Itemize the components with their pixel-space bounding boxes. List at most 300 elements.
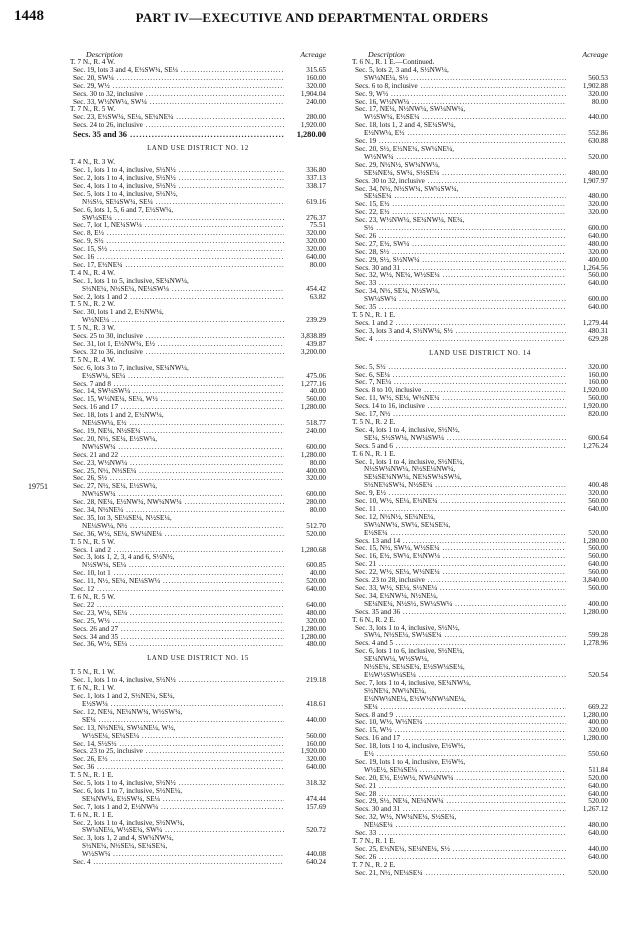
- description-text: T. 5 N., R. 2 E.: [352, 418, 396, 426]
- column-header: [70, 50, 326, 59]
- description-text: Secs. 16 and 17 .....: [70, 404, 284, 412]
- description-text: Sec. 17, E½NE¼ .....: [70, 262, 284, 270]
- description-text: NE¼SW¼, E½ .....: [70, 420, 284, 428]
- description-text: T. 5 N., R. 2 W.: [70, 301, 115, 309]
- acreage-value: 560.00: [284, 396, 326, 404]
- description-text: Sec. 36 .....: [70, 764, 284, 772]
- acreage-value: 3,200.00: [284, 349, 326, 357]
- description-text: T. 7 N., R. 4 W.: [70, 59, 115, 66]
- section-row: [70, 827, 326, 835]
- description-text: S½NE¼SW¼, N½SE¼ .....: [352, 482, 566, 490]
- acreage-value: 480.00: [284, 610, 326, 618]
- description-text: W½NW¼ .....: [352, 154, 566, 162]
- section-row: [352, 154, 608, 162]
- acreage-value: 219.18: [284, 677, 326, 685]
- section-row: [70, 130, 326, 139]
- description-text: Sec. 5, lots 1 to 4, inclusive, S½N½ .....: [70, 780, 284, 788]
- township-row: [352, 862, 608, 870]
- margin-note: 19751: [28, 482, 48, 492]
- acreage-value: 520.00: [566, 775, 608, 783]
- description-text: Sec. 29, W½ .....: [70, 83, 284, 91]
- section-row: [352, 545, 608, 553]
- section-row: [352, 751, 608, 759]
- acreage-value: 560.00: [284, 733, 326, 741]
- description-text: Sec. 34, N½NE¼ .....: [70, 507, 284, 515]
- acreage-value: 1,280.00: [566, 538, 608, 546]
- section-row: [70, 199, 326, 207]
- description-text: Sec. 8, E½ .....: [70, 230, 284, 238]
- section-row: [352, 783, 608, 791]
- acreage-value: 1,920.00: [566, 387, 608, 395]
- township-row: [352, 617, 608, 625]
- description-text: Sec. 9, W½ .....: [352, 91, 566, 99]
- section-row: [352, 538, 608, 546]
- section-row: [70, 294, 326, 302]
- section-row: [352, 241, 608, 249]
- description-text: Sec. 10, lot 1 .....: [70, 570, 284, 578]
- section-row: [352, 106, 608, 114]
- acreage-value: 320.00: [566, 249, 608, 257]
- description-text: Sec. 25, E½NE¼, SE¼NE¼, S½ .....: [352, 846, 566, 854]
- section-row: [352, 99, 608, 107]
- description-text: Secs. 25 to 30, inclusive .....: [70, 333, 284, 341]
- acreage-value: 560.00: [566, 272, 608, 280]
- acreage-value: 320.00: [566, 727, 608, 735]
- acreage-value: 400.00: [566, 257, 608, 265]
- township-row: [70, 270, 326, 278]
- description-text: Sec. 19, lots 3 and 4, E½SW¼, SE¼ .....: [70, 67, 284, 75]
- description-text: Sec. 26, E½ .....: [70, 756, 284, 764]
- description-text: E½SW¼ .....: [70, 701, 284, 709]
- acreage-value: 599.28: [566, 632, 608, 640]
- description-text: SW¼SE¼ .....: [70, 215, 284, 223]
- description-text: W½SW¼, E½SE¼ .....: [352, 114, 566, 122]
- description-text: Sec. 28, S½ .....: [352, 249, 566, 257]
- section-row: [70, 693, 326, 701]
- section-row: [352, 280, 608, 288]
- section-row: [352, 328, 608, 336]
- acreage-value: 1,280.00: [566, 712, 608, 720]
- description-text: Sec. 23, W½NW¼ .....: [70, 460, 284, 468]
- section-row: [70, 396, 326, 404]
- description-text: Sec. 33, W½, SE¼, S½NE¼ .....: [352, 585, 566, 593]
- section-row: [70, 436, 326, 444]
- acreage-value: 560.00: [566, 553, 608, 561]
- section-row: [70, 835, 326, 843]
- township-row: [352, 419, 608, 427]
- acreage-value: 1,264.56: [566, 265, 608, 273]
- description-text: Sec. 35 .....: [352, 304, 566, 312]
- section-row: [352, 209, 608, 217]
- description-text: Sec. 22, E½ .....: [352, 209, 566, 217]
- description-text: Sec. 11, N½, SE¼, NE¼SW¼ .....: [70, 578, 284, 586]
- section-row: [70, 641, 326, 649]
- description-text: Secs. 30 to 32, inclusive .....: [70, 91, 284, 99]
- description-text: SE¼ .....: [70, 717, 284, 725]
- description-text: W½E½, SE¼SE¼ .....: [352, 767, 566, 775]
- description-text: SE¼ .....: [352, 704, 566, 712]
- acreage-value: 1,920.00: [566, 403, 608, 411]
- description-text: Sec. 26 .....: [352, 854, 566, 862]
- section-row: [70, 602, 326, 610]
- description-text: Sec. 12, NE¼, NE¼NW¼, W½SW¼,: [73, 708, 183, 716]
- section-row: [352, 387, 608, 395]
- section-row: [352, 83, 608, 91]
- acreage-value: 1,280.68: [284, 547, 326, 555]
- description-text: Sec. 34, N½, N½SW¼, SW¼SW¼,: [355, 185, 459, 193]
- acreage-value: 160.00: [284, 75, 326, 83]
- description-text: Sec. 6, lots 1 to 7, inclusive, S½NE¼,: [73, 787, 183, 795]
- acreage-header: Acreage: [582, 50, 608, 59]
- section-row: [352, 304, 608, 312]
- section-row: [70, 75, 326, 83]
- acreage-value: 440.00: [284, 717, 326, 725]
- description-text: Secs. 4 and 5 .....: [352, 640, 566, 648]
- section-row: [352, 395, 608, 403]
- description-text: SE¼SE¼NW¼, NE¼SW¼SW¼,: [364, 474, 462, 482]
- acreage-value: 560.00: [566, 585, 608, 593]
- description-text: Sec. 18, lots 1, 2 and 4, SE¼SW¼,: [355, 122, 456, 130]
- section-row: [352, 193, 608, 201]
- acreage-value: 1,904.04: [284, 91, 326, 99]
- section-row: [70, 183, 326, 191]
- description-text: Secs. 13 and 14 .....: [352, 538, 566, 546]
- acreage-value: 440.00: [566, 846, 608, 854]
- acreage-value: 600.00: [566, 225, 608, 233]
- description-text: Sec. 7, lots 1 and 2, E½NW¼ .....: [70, 804, 284, 812]
- section-row: [70, 756, 326, 764]
- description-text: Sec. 3, lots 3 and 4, S½NW¼, S½ .....: [352, 328, 566, 336]
- acreage-value: 640.00: [566, 280, 608, 288]
- section-row: [70, 764, 326, 772]
- description-text: Sec. 12 .....: [70, 586, 284, 594]
- section-row: [70, 851, 326, 859]
- description-text: SW¼SW¼ .....: [352, 296, 566, 304]
- description-text: NE¼SW¼, N½ .....: [70, 523, 284, 531]
- acreage-value: 63.82: [284, 294, 326, 302]
- acreage-value: 440.00: [566, 114, 608, 122]
- section-row: [70, 554, 326, 562]
- acreage-value: 480.00: [284, 641, 326, 649]
- acreage-value: 320.00: [284, 475, 326, 483]
- description-text: Sec. 7, lot 1, NE¼SW¼ .....: [70, 222, 284, 230]
- township-row: [70, 301, 326, 309]
- description-text: Secs. 14 to 16, inclusive .....: [352, 403, 566, 411]
- description-text: Sec. 29, S½, S½NW¼ .....: [352, 257, 566, 265]
- acreage-value: 320.00: [566, 209, 608, 217]
- section-row: [70, 349, 326, 357]
- section-row: [352, 767, 608, 775]
- description-text: Sec. 17, NE¼, N½NW¼, SW¼NW¼,: [355, 106, 466, 114]
- description-text: Sec. 4 .....: [352, 336, 566, 344]
- section-row: [70, 618, 326, 626]
- section-row: [352, 490, 608, 498]
- description-text: NE¼SE¼ .....: [352, 822, 566, 830]
- description-text: E½SW¼, SE¼ .....: [70, 373, 284, 381]
- acreage-value: 418.61: [284, 701, 326, 709]
- section-row: [70, 634, 326, 642]
- section-row: [70, 570, 326, 578]
- section-row: [352, 265, 608, 273]
- district-heading: LAND USE DISTRICT NO. 14: [429, 349, 531, 357]
- description-text: Sec. 23, W½NW¼, SE¼NW¼, NE¼,: [355, 217, 465, 225]
- description-text: Sec. 19, lots 1 to 4, inclusive, E½W½,: [355, 758, 466, 766]
- section-row: [70, 626, 326, 634]
- acreage-value: 337.13: [284, 175, 326, 183]
- page-title: PART IV—EXECUTIVE AND DEPARTMENTAL ORDERS: [135, 10, 489, 25]
- township-row: [70, 325, 326, 333]
- description-text: Sec. 20, E½, E½W½, NW¼NW¼ .....: [352, 775, 566, 783]
- section-row: [70, 246, 326, 254]
- acreage-value: 629.28: [566, 336, 608, 344]
- description-text: S½ .....: [352, 225, 566, 233]
- acreage-value: 1,280.00: [566, 735, 608, 743]
- section-row: [352, 822, 608, 830]
- section-row: [70, 167, 326, 175]
- description-text: Sec. 14, SW¼SW¼ .....: [70, 388, 284, 396]
- section-row: [70, 254, 326, 262]
- section-row: [352, 553, 608, 561]
- township-row: [352, 59, 608, 67]
- section-row: [352, 577, 608, 585]
- description-text: N½SW¼, SE¼ .....: [70, 562, 284, 570]
- description-header: Description: [86, 50, 123, 59]
- section-row: [70, 523, 326, 531]
- section-row: [352, 296, 608, 304]
- description-text: Sec. 5, lots 2, 3 and 4, S½NW¼,: [355, 66, 449, 74]
- acreage-value: 669.22: [566, 704, 608, 712]
- acreage-value: 400.48: [566, 482, 608, 490]
- description-text: Sec. 34, N½, SE¼, N½SW¼,: [355, 288, 440, 296]
- description-text: Sec. 29, N½N½, SW¼NW¼,: [355, 161, 440, 169]
- township-row: [70, 669, 326, 677]
- section-row: [352, 364, 608, 372]
- acreage-value: 400.00: [566, 601, 608, 609]
- section-row: [352, 288, 608, 296]
- section-row: [70, 468, 326, 476]
- description-text: Sec. 16, E½, SW¼, E½NW¼ .....: [352, 553, 566, 561]
- description-text: Sec. 3, lots 1 to 4, inclusive, S½N½,: [355, 624, 460, 632]
- section-row: [70, 388, 326, 396]
- section-row: [70, 709, 326, 717]
- acreage-value: 640.00: [284, 254, 326, 262]
- section-row: [70, 341, 326, 349]
- acreage-value: 439.87: [284, 341, 326, 349]
- description-text: N½SW¼NW¼, N½SE¼NW¼,: [364, 466, 456, 474]
- description-text: Sec. 22, W½, SE¼, W½NE¼ .....: [352, 569, 566, 577]
- description-text: T. 7 N., R. 1 E.: [352, 838, 396, 845]
- description-text: Sec. 6, lots 1, 5, 6 and 7, E½SW¼,: [73, 206, 174, 214]
- acreage-value: 600.00: [566, 296, 608, 304]
- section-row: [70, 515, 326, 523]
- section-row: [70, 373, 326, 381]
- acreage-value: 600.00: [284, 444, 326, 452]
- description-text: Sec. 21, N½, NE¼SE¼ .....: [352, 870, 566, 878]
- section-row: [70, 741, 326, 749]
- description-text: NW¼SW¼ .....: [70, 491, 284, 499]
- section-row: [352, 130, 608, 138]
- section-row: [70, 531, 326, 539]
- section-row: [70, 733, 326, 741]
- section-row: [352, 372, 608, 380]
- section-row: [352, 656, 608, 664]
- page-header: [14, 8, 610, 32]
- section-row: [70, 788, 326, 796]
- acreage-value: 550.60: [566, 751, 608, 759]
- township-row: [70, 59, 326, 67]
- section-row: [352, 336, 608, 344]
- section-row: [70, 333, 326, 341]
- description-text: Sec. 4, lots 1 to 4, inclusive, S½N½ .....: [70, 183, 284, 191]
- section-row: [70, 428, 326, 436]
- section-row: [70, 499, 326, 507]
- acreage-value: 160.00: [566, 379, 608, 387]
- description-text: Sec. 11, W½, SE¼, W½NE¼ .....: [352, 395, 566, 403]
- acreage-value: 640.00: [566, 506, 608, 514]
- description-text: Secs. 30 and 31 .....: [352, 265, 566, 273]
- township-row: [70, 159, 326, 167]
- description-text: Sec. 16 .....: [70, 254, 284, 262]
- section-row: [70, 99, 326, 107]
- description-text: Sec. 21 .....: [352, 561, 566, 569]
- acreage-value: 320.00: [566, 91, 608, 99]
- section-row: [352, 759, 608, 767]
- description-text: Sec. 1, lots 1 and 2, S½NE¼, SE¼,: [73, 693, 175, 701]
- section-row: [352, 459, 608, 467]
- description-text: T. 7 N., R. 5 W.: [70, 106, 115, 114]
- description-text: Secs. 32 to 36, inclusive .....: [70, 349, 284, 357]
- acreage-value: 400.00: [566, 719, 608, 727]
- description-text: Sec. 26, S½ .....: [70, 475, 284, 483]
- section-row: [352, 122, 608, 130]
- acreage-value: 511.84: [566, 767, 608, 775]
- description-text: Sec. 7, NE¼ .....: [352, 379, 566, 387]
- description-text: Sec. 15, W½NE¼, SE¼, W½ .....: [70, 396, 284, 404]
- section-row: [352, 435, 608, 443]
- description-header: Description: [368, 50, 405, 59]
- township-row: [70, 357, 326, 365]
- description-text: Sec. 30, lots 1 and 2, E½NW¼,: [73, 309, 164, 317]
- acreage-value: 560.00: [566, 569, 608, 577]
- acreage-value: 3,840.00: [566, 577, 608, 585]
- acreage-value: 600.85: [284, 562, 326, 570]
- description-text: Sec. 36, W½, SE¼ .....: [70, 641, 284, 649]
- column-header: [352, 50, 608, 59]
- acreage-value: 160.00: [566, 372, 608, 380]
- acreage-value: 1,276.24: [566, 443, 608, 451]
- section-row: [70, 562, 326, 570]
- section-row: [352, 138, 608, 146]
- section-row: [352, 814, 608, 822]
- acreage-header: Acreage: [300, 50, 326, 59]
- section-row: [70, 483, 326, 491]
- acreage-value: 640.00: [284, 764, 326, 772]
- section-row: [352, 379, 608, 387]
- section-row: [70, 365, 326, 373]
- description-text: Sec. 20, S½, E½NE¼, SW¼NE¼,: [355, 145, 455, 153]
- section-row: [352, 870, 608, 878]
- section-row: [352, 593, 608, 601]
- acreage-value: 640.00: [566, 561, 608, 569]
- acreage-value: 320.00: [566, 201, 608, 209]
- section-row: [352, 696, 608, 704]
- section-row: [70, 114, 326, 122]
- description-text: T. 5 N., R. 5 W.: [70, 538, 115, 546]
- acreage-value: 1,920.00: [284, 748, 326, 756]
- description-text: Sec. 1, lots 1 to 5, inclusive, SE¼NW¼,: [73, 277, 189, 285]
- section-row: [352, 146, 608, 154]
- section-row: [70, 578, 326, 586]
- acreage-value: 640.00: [566, 783, 608, 791]
- acreage-value: 640.00: [566, 304, 608, 312]
- description-text: E½NW¼NE¼, E½W½NW¼NE¼,: [364, 695, 466, 703]
- section-row: [352, 178, 608, 186]
- description-text: Sec. 20, SW¼ .....: [70, 75, 284, 83]
- acreage-value: 640.00: [566, 854, 608, 862]
- township-row: [70, 594, 326, 602]
- description-text: Sec. 15, S½ .....: [70, 246, 284, 254]
- section-row: [70, 262, 326, 270]
- acreage-value: 240.00: [284, 428, 326, 436]
- section-row: [352, 846, 608, 854]
- description-text: Secs. 30 to 32, inclusive .....: [352, 178, 566, 186]
- acreage-value: 1,280.00: [284, 130, 326, 139]
- description-text: Sec. 2, lots 1 to 4, inclusive, S½NW¼,: [73, 819, 185, 827]
- acreage-value: 336.80: [284, 167, 326, 175]
- acreage-value: 454.42: [284, 286, 326, 294]
- description-text: S½NE¼, N½SE¼, SE¼SE¼,: [82, 843, 168, 851]
- description-text: Secs. 34 and 35 .....: [70, 634, 284, 642]
- description-text: Secs. 16 and 17 .....: [352, 735, 566, 743]
- section-row: [70, 717, 326, 725]
- township-row: [352, 312, 608, 320]
- township-row: [70, 812, 326, 820]
- section-row: [352, 712, 608, 720]
- description-text: Sec. 3, lots 1, 2 and 4, SW¼NW¼,: [73, 835, 174, 843]
- section-row: [352, 514, 608, 522]
- section-row: [352, 648, 608, 656]
- description-text: Sec. 10, W½, W½NE¼ .....: [352, 719, 566, 727]
- description-text: Sec. 2, lots 1 to 4, inclusive, S½N½ .....: [70, 175, 284, 183]
- acreage-value: 320.00: [566, 490, 608, 498]
- acreage-value: 600.64: [566, 435, 608, 443]
- acreage-value: 520.72: [284, 827, 326, 835]
- description-text: Sec. 2, lots 1 and 2 .....: [70, 294, 284, 302]
- section-row: [70, 677, 326, 685]
- description-text: Secs. 6 to 8, inclusive .....: [352, 83, 566, 91]
- description-text: Sec. 16, W½NW¼ .....: [352, 99, 566, 107]
- section-row: [70, 701, 326, 709]
- description-text: Sec. 18, lots 1 and 2, E½NW¼,: [73, 412, 164, 420]
- description-text: Secs. 21 and 22 .....: [70, 452, 284, 460]
- section-row: [70, 804, 326, 812]
- description-text: Sec. 15, N½, SW¼, W½SE¼ .....: [352, 545, 566, 553]
- section-row: [352, 640, 608, 648]
- section-row: [352, 775, 608, 783]
- description-text: W½NE¼ .....: [70, 317, 284, 325]
- left-column: [70, 50, 326, 867]
- acreage-value: 320.00: [284, 618, 326, 626]
- section-row: [70, 547, 326, 555]
- section-row: [352, 75, 608, 83]
- description-text: N½SE¼, SE¼SE¼, E½SW¼SE¼,: [364, 664, 465, 672]
- description-text: S½NE¼, N½SE¼, NE¼SW¼ .....: [70, 286, 284, 294]
- acreage-value: 1,902.88: [566, 83, 608, 91]
- section-row: [352, 233, 608, 241]
- section-row: [352, 257, 608, 265]
- section-row: [70, 507, 326, 515]
- acreage-value: 480.00: [566, 170, 608, 178]
